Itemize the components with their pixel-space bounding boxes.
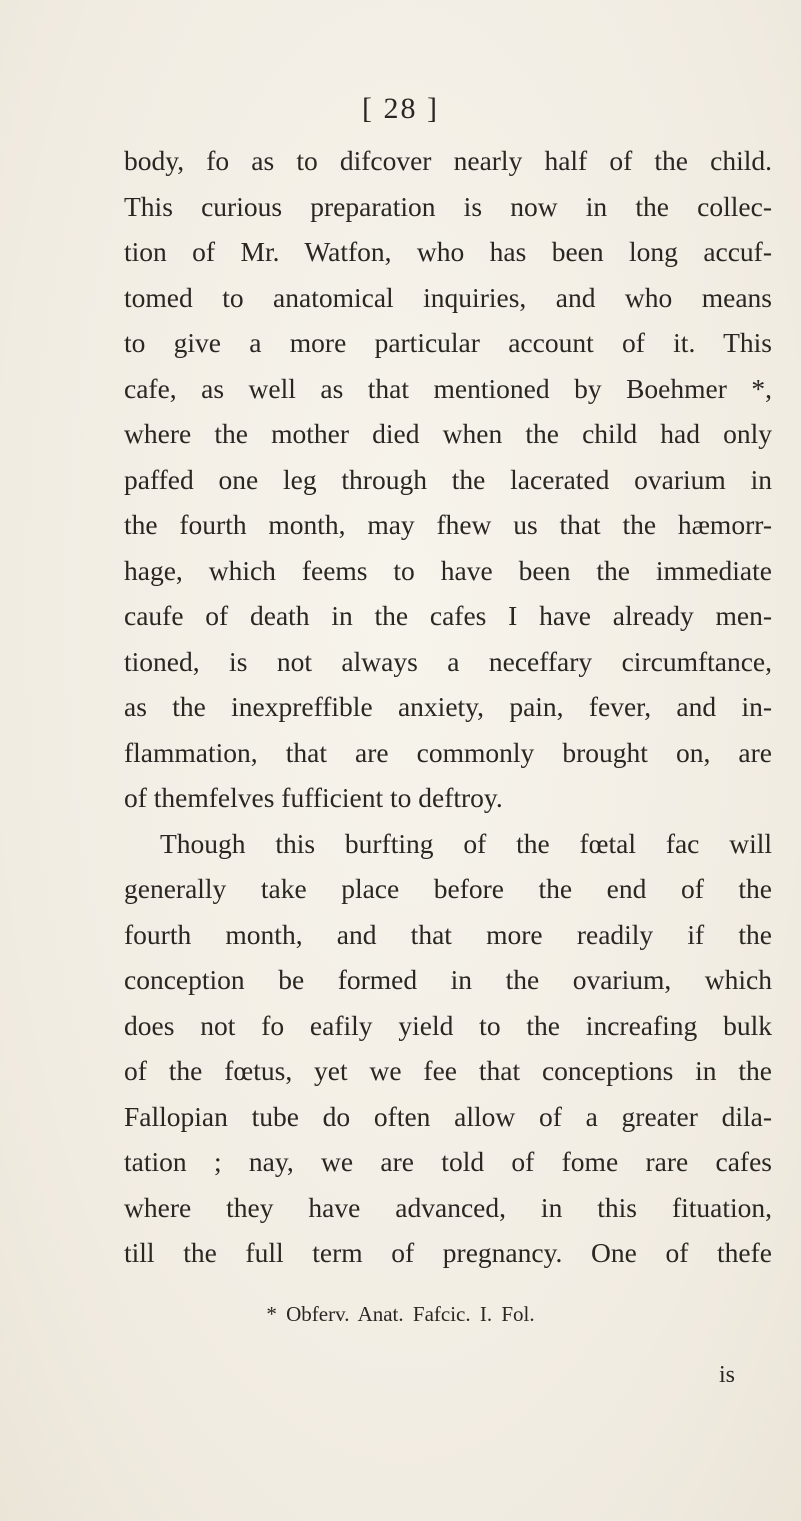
text-line: cafe, as well as that mentioned by Boehmer *, bbox=[124, 372, 772, 404]
text-line: where they have advanced, in this fituation, bbox=[124, 1191, 772, 1223]
text-line: This curious preparation is now in the collec- bbox=[124, 190, 772, 222]
text-line: does not fo eafily yield to the increafing bulk bbox=[124, 1009, 772, 1041]
text-line: conception be formed in the ovarium, which bbox=[124, 964, 772, 995]
text-line: Fallopian tube do often allow of a greater dila- bbox=[124, 1100, 772, 1132]
text-line: to give a more particular account of it. This bbox=[124, 327, 772, 358]
text-line: where the mother died when the child had only bbox=[124, 418, 772, 449]
text-line: tation ; nay, we are told of fome rare cafes bbox=[124, 1146, 772, 1177]
text-line: till the full term of pregnancy. One of thefe bbox=[124, 1237, 772, 1268]
text-line: fourth month, and that more readily if the bbox=[124, 918, 772, 950]
text-line: as the inexpreffible anxiety, pain, fever, and in- bbox=[124, 691, 772, 722]
text-line: caufe of death in the cafes I have already men- bbox=[124, 600, 772, 631]
page-number-header: [ 28 ] bbox=[362, 92, 439, 125]
footnote: * Obferv. Anat. Fafcic. I. Fol. bbox=[266, 1302, 535, 1326]
text-line: the fourth month, may fhew us that the hæmorr- bbox=[124, 509, 772, 540]
text-line: tomed to anatomical inquiries, and who means bbox=[124, 281, 772, 313]
text-line: hage, which feems to have been the immediate bbox=[124, 554, 772, 586]
body-text bbox=[124, 138, 772, 1276]
text-line-paragraph-end: of themfelves fufficient to deftroy. bbox=[124, 782, 503, 813]
text-line: tion of Mr. Watfon, who has been long accuf- bbox=[124, 236, 772, 267]
text-line-paragraph-start: Though this burfting of the fœtal fac will bbox=[160, 827, 772, 859]
catchword: is bbox=[718, 1362, 735, 1388]
text-line: flammation, that are commonly brought on, are bbox=[124, 736, 772, 768]
text-line: body, fo as to difcover nearly half of the child. bbox=[124, 145, 772, 176]
text-line: paffed one leg through the lacerated ovarium in bbox=[124, 463, 772, 495]
text-line: tioned, is not always a neceffary circumftance, bbox=[124, 645, 772, 677]
text-line: of the fœtus, yet we fee that conceptions in the bbox=[124, 1055, 772, 1086]
text-line: generally take place before the end of the bbox=[124, 873, 772, 904]
